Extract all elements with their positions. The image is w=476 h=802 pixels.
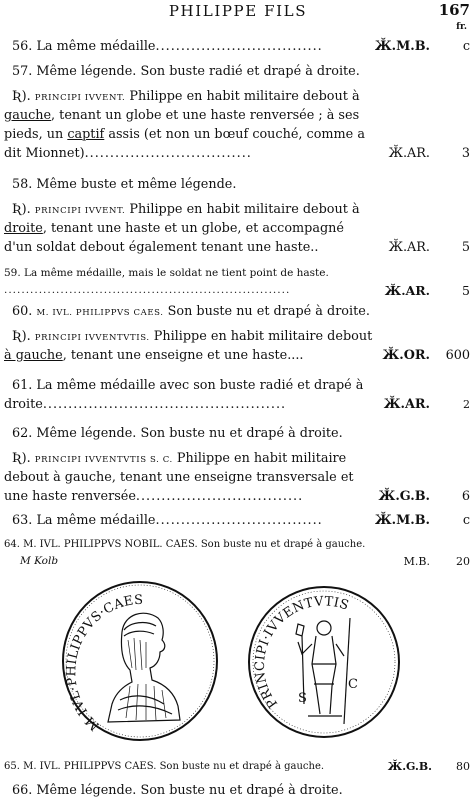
entry-57: 57. Même légende. Son buste radié et drapé à droite. Ʀ). PRINCIPI IVVENT. Philippe en habit militaire debout à gauche, tenant un globe et une haste renversée ; à ses pieds, un captif assis (et non un bœuf couché, comme a dit Mionnet)................................. Ӂ.AR. 3 xyxy=(4,64,470,161)
running-title: PHILIPPE FILS xyxy=(168,2,308,20)
entry-62: 62. Même légende. Son buste nu et drapé à droite. Ʀ). PRINCIPI IVVENTVTIS S. C. Philippe en habit militaire debout à gauche, tenant une enseigne transversale et une haste renversée................................. Ӂ.G.B. 6 xyxy=(4,426,470,504)
reverse-legend: PRINCIPI·IVVENTVTIS xyxy=(252,594,351,711)
field-letter-right: C xyxy=(348,677,359,692)
reverse-coin-image xyxy=(246,584,402,740)
entry-56: 56. La même médaille................................. Ӂ.M.B. c xyxy=(12,39,470,54)
page-header xyxy=(0,1,476,32)
entry-59: 59. La même médaille, mais le soldat ne tient point de haste. .................................................................. Ӂ.AR. 5 xyxy=(4,267,470,298)
entry-61: 61. La même médaille avec son buste radié et drapé à droite................................................ Ӂ.AR. 2 xyxy=(4,378,470,412)
obverse-legend: M·IVL·PHILIPPVS·CAES xyxy=(64,592,144,734)
currency-label: fr. xyxy=(456,22,467,32)
svg-text:M·IVL·PHILIPPVS·CAES xyxy=(64,593,143,733)
entry-65: 65. M. IVL. PHILIPPVS CAES. Son buste nu et drapé à gauche. Ӂ.G.B. 80 xyxy=(4,760,470,773)
page-number: 167 xyxy=(438,1,470,19)
entry-63: 63. La même médaille................................. Ӂ.M.B. c xyxy=(12,513,470,528)
entry-60: 60. M. IVL. PHILIPPVS CAES. Son buste nu et drapé à droite. Ʀ). PRINCIPI IVVENTVTIS. Philippe en habit militaire debout à gauche, tenant une enseigne et une haste.... Ӂ.OR. 600 xyxy=(4,304,470,363)
coin-illustrations xyxy=(0,580,476,742)
entry-64: 64. M. IVL. PHILIPPVS NOBIL. CAES. Son buste nu et drapé à gauche. M Kolb M.B. 20 xyxy=(4,539,470,568)
field-letter-left: S xyxy=(298,691,308,706)
entry-58: 58. Même buste et même légende. Ʀ). PRINCIPI IVVENT. Philippe en habit militaire debout à droite, tenant une haste et un globe, et accompagné d'un soldat debout également tenant une haste.. Ӂ.AR. 5 xyxy=(4,177,470,255)
obverse-coin-image xyxy=(60,580,220,742)
entry-66: 66. Même légende. Son buste nu et drapé à droite. xyxy=(12,783,343,798)
